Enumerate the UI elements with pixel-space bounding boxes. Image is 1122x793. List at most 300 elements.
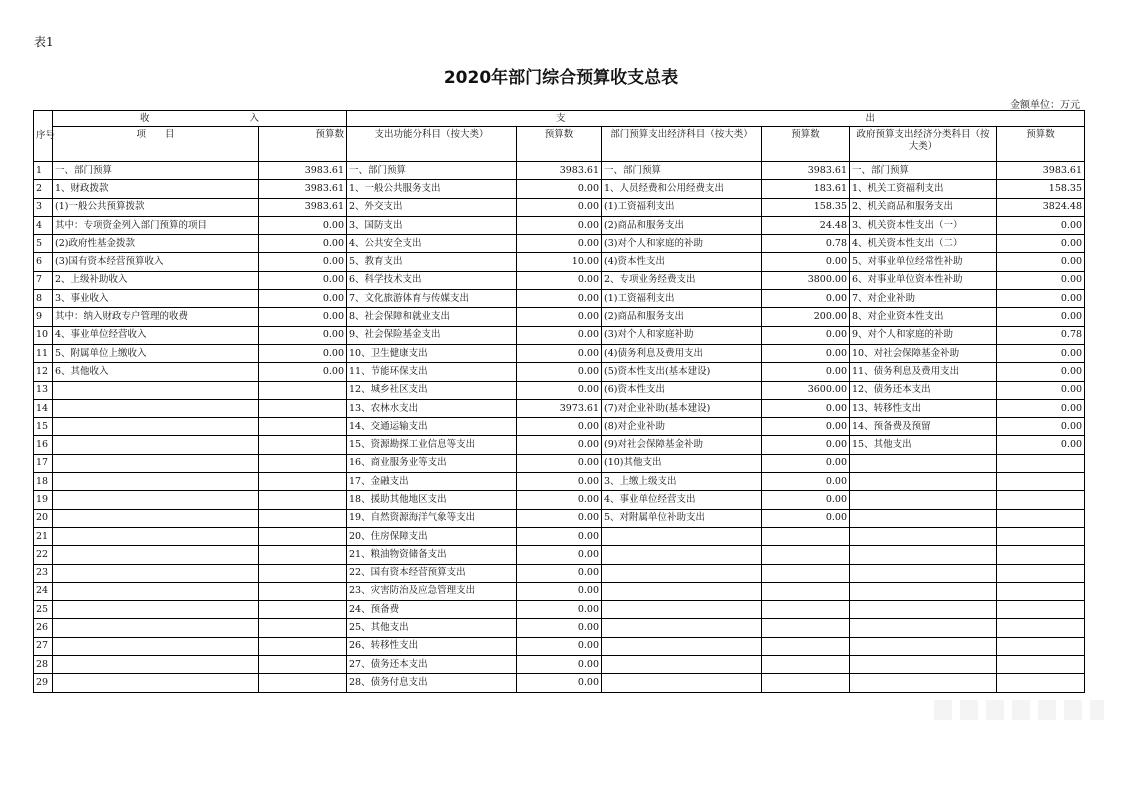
gov-budget: 0.00 xyxy=(997,216,1085,234)
table-row xyxy=(34,180,1085,198)
table-row xyxy=(34,198,1085,216)
func-budget: 0.00 xyxy=(517,308,602,326)
row-seq: 27 xyxy=(34,637,53,655)
func-budget: 0.00 xyxy=(517,216,602,234)
table-row xyxy=(34,308,1085,326)
func-budget: 0.00 xyxy=(517,601,602,619)
row-seq: 9 xyxy=(34,308,53,326)
gov-item xyxy=(850,527,997,545)
col-gov-header: 政府预算支出经济分类科目（按大类） xyxy=(850,127,997,162)
func-budget: 0.00 xyxy=(517,418,602,436)
func-item: 21、粮油物资储备支出 xyxy=(347,546,517,564)
func-budget: 0.00 xyxy=(517,527,602,545)
gov-budget xyxy=(997,491,1085,509)
table-row xyxy=(34,546,1085,564)
income-item: 6、其他收入 xyxy=(53,363,259,381)
func-item: 3、国防支出 xyxy=(347,216,517,234)
row-seq: 23 xyxy=(34,564,53,582)
row-seq: 22 xyxy=(34,546,53,564)
dept-budget: 0.00 xyxy=(762,454,850,472)
dept-budget: 183.61 xyxy=(762,180,850,198)
gov-item xyxy=(850,473,997,491)
gov-item: 一、部门预算 xyxy=(850,162,997,180)
dept-budget: 0.00 xyxy=(762,418,850,436)
func-budget: 0.00 xyxy=(517,509,602,527)
dept-item xyxy=(602,601,762,619)
dept-budget: 0.00 xyxy=(762,491,850,509)
gov-item: 13、转移性支出 xyxy=(850,399,997,417)
table-row xyxy=(34,454,1085,472)
income-budget: 0.00 xyxy=(259,308,347,326)
table-row xyxy=(34,436,1085,454)
income-item: (3)国有资本经营预算收入 xyxy=(53,253,259,271)
table-row xyxy=(34,381,1085,399)
func-item: 24、预备费 xyxy=(347,601,517,619)
income-item xyxy=(53,473,259,491)
gov-budget xyxy=(997,674,1085,692)
row-seq: 7 xyxy=(34,271,53,289)
row-seq: 5 xyxy=(34,235,53,253)
func-item: 18、援助其他地区支出 xyxy=(347,491,517,509)
income-budget: 3983.61 xyxy=(259,180,347,198)
func-item: 12、城乡社区支出 xyxy=(347,381,517,399)
dept-item: (1)工资福利支出 xyxy=(602,198,762,216)
func-item: 19、自然资源海洋气象等支出 xyxy=(347,509,517,527)
func-budget: 0.00 xyxy=(517,674,602,692)
dept-budget: 0.00 xyxy=(762,473,850,491)
dept-item xyxy=(602,637,762,655)
func-budget: 3973.61 xyxy=(517,399,602,417)
func-item: 11、节能环保支出 xyxy=(347,363,517,381)
gov-item xyxy=(850,582,997,600)
table-row xyxy=(34,326,1085,344)
gov-budget xyxy=(997,546,1085,564)
gov-item: 14、预备费及预留 xyxy=(850,418,997,436)
row-seq: 3 xyxy=(34,198,53,216)
gov-budget xyxy=(997,656,1085,674)
gov-item xyxy=(850,454,997,472)
gov-item: 15、其他支出 xyxy=(850,436,997,454)
dept-budget: 0.00 xyxy=(762,326,850,344)
dept-item: 一、部门预算 xyxy=(602,162,762,180)
func-budget: 0.00 xyxy=(517,546,602,564)
income-budget: 0.00 xyxy=(259,344,347,362)
func-budget: 0.00 xyxy=(517,271,602,289)
income-item: 一、部门预算 xyxy=(53,162,259,180)
col-budget1-header: 预算数 xyxy=(259,127,347,162)
gov-item: 3、机关资本性支出（一） xyxy=(850,216,997,234)
gov-item: 9、对个人和家庭的补助 xyxy=(850,326,997,344)
gov-item: 8、对企业资本性支出 xyxy=(850,308,997,326)
income-item xyxy=(53,656,259,674)
income-item: 3、事业收入 xyxy=(53,290,259,308)
gov-budget xyxy=(997,527,1085,545)
dept-budget xyxy=(762,674,850,692)
dept-budget xyxy=(762,564,850,582)
row-seq: 11 xyxy=(34,344,53,362)
dept-item: 3、上缴上级支出 xyxy=(602,473,762,491)
dept-item: (4)资本性支出 xyxy=(602,253,762,271)
table-row xyxy=(34,271,1085,289)
func-budget: 0.00 xyxy=(517,381,602,399)
row-seq: 19 xyxy=(34,491,53,509)
gov-budget xyxy=(997,473,1085,491)
gov-budget: 0.00 xyxy=(997,344,1085,362)
col-dept-header: 部门预算支出经济科目（按大类） xyxy=(602,127,762,162)
gov-item xyxy=(850,601,997,619)
func-budget: 0.00 xyxy=(517,198,602,216)
income-budget xyxy=(259,509,347,527)
dept-budget: 158.35 xyxy=(762,198,850,216)
row-seq: 10 xyxy=(34,326,53,344)
row-seq: 17 xyxy=(34,454,53,472)
income-item xyxy=(53,399,259,417)
dept-budget: 0.00 xyxy=(762,344,850,362)
dept-budget xyxy=(762,582,850,600)
func-item: 14、交通运输支出 xyxy=(347,418,517,436)
table-label: 表1 xyxy=(34,35,54,49)
income-item: 1、财政拨款 xyxy=(53,180,259,198)
gov-item: 5、对事业单位经常性补助 xyxy=(850,253,997,271)
func-budget: 0.00 xyxy=(517,180,602,198)
row-seq: 21 xyxy=(34,527,53,545)
gov-item xyxy=(850,656,997,674)
table-row xyxy=(34,637,1085,655)
income-budget: 0.00 xyxy=(259,290,347,308)
func-budget: 0.00 xyxy=(517,454,602,472)
dept-budget xyxy=(762,601,850,619)
row-seq: 4 xyxy=(34,216,53,234)
gov-item: 6、对事业单位资本性补助 xyxy=(850,271,997,289)
gov-item xyxy=(850,619,997,637)
gov-budget xyxy=(997,509,1085,527)
table-row xyxy=(34,564,1085,582)
gov-item: 1、机关工资福利支出 xyxy=(850,180,997,198)
gov-item: 10、对社会保障基金补助 xyxy=(850,344,997,362)
income-budget xyxy=(259,418,347,436)
gov-item: 11、债务利息及费用支出 xyxy=(850,363,997,381)
dept-budget: 0.00 xyxy=(762,436,850,454)
dept-item: (2)商品和服务支出 xyxy=(602,216,762,234)
dept-item: (8)对企业补助 xyxy=(602,418,762,436)
income-header xyxy=(53,111,347,127)
func-item: 10、卫生健康支出 xyxy=(347,344,517,362)
gov-budget xyxy=(997,582,1085,600)
gov-budget xyxy=(997,637,1085,655)
gov-item xyxy=(850,546,997,564)
dept-item: (3)对个人和家庭的补助 xyxy=(602,235,762,253)
income-item xyxy=(53,491,259,509)
dept-budget: 0.00 xyxy=(762,399,850,417)
func-item: 7、文化旅游体育与传媒支出 xyxy=(347,290,517,308)
expense-header-char-2: 出 xyxy=(865,112,876,124)
table-row xyxy=(34,619,1085,637)
dept-item xyxy=(602,619,762,637)
income-item xyxy=(53,436,259,454)
func-budget: 0.00 xyxy=(517,326,602,344)
row-seq: 16 xyxy=(34,436,53,454)
dept-item xyxy=(602,674,762,692)
income-item: 其中：专项资金列入部门预算的项目 xyxy=(53,216,259,234)
gov-budget: 0.00 xyxy=(997,436,1085,454)
func-budget: 10.00 xyxy=(517,253,602,271)
income-item xyxy=(53,381,259,399)
gov-budget: 0.00 xyxy=(997,308,1085,326)
dept-item: (2)商品和服务支出 xyxy=(602,308,762,326)
func-item: 2、外交支出 xyxy=(347,198,517,216)
budget-table xyxy=(33,110,1085,693)
income-budget: 3983.61 xyxy=(259,198,347,216)
table-row xyxy=(34,582,1085,600)
func-item: 一、部门预算 xyxy=(347,162,517,180)
func-item: 28、债务付息支出 xyxy=(347,674,517,692)
income-item xyxy=(53,582,259,600)
page-title: 2020年部门综合预算收支总表 xyxy=(443,68,679,88)
gov-item xyxy=(850,637,997,655)
table-row xyxy=(34,674,1085,692)
row-seq: 2 xyxy=(34,180,53,198)
gov-budget xyxy=(997,619,1085,637)
income-item xyxy=(53,546,259,564)
func-item: 26、转移性支出 xyxy=(347,637,517,655)
dept-item: 2、专项业务经费支出 xyxy=(602,271,762,289)
income-item xyxy=(53,509,259,527)
income-budget xyxy=(259,637,347,655)
income-budget xyxy=(259,454,347,472)
func-item: 17、金融支出 xyxy=(347,473,517,491)
row-seq: 15 xyxy=(34,418,53,436)
func-item: 16、商业服务业等支出 xyxy=(347,454,517,472)
func-budget: 0.00 xyxy=(517,564,602,582)
dept-budget: 0.00 xyxy=(762,253,850,271)
dept-budget xyxy=(762,637,850,655)
row-seq: 12 xyxy=(34,363,53,381)
income-budget xyxy=(259,564,347,582)
dept-item xyxy=(602,527,762,545)
income-budget xyxy=(259,491,347,509)
gov-budget: 3824.48 xyxy=(997,198,1085,216)
table-row xyxy=(34,491,1085,509)
income-budget: 0.00 xyxy=(259,216,347,234)
table-row xyxy=(34,253,1085,271)
col-budget3-header: 预算数 xyxy=(762,127,850,162)
dept-item: 5、对附属单位补助支出 xyxy=(602,509,762,527)
table-row xyxy=(34,235,1085,253)
gov-budget: 0.00 xyxy=(997,399,1085,417)
func-item: 9、社会保险基金支出 xyxy=(347,326,517,344)
income-item: 其中：纳入财政专户管理的收费 xyxy=(53,308,259,326)
watermark xyxy=(934,700,1104,720)
dept-budget: 0.78 xyxy=(762,235,850,253)
row-seq: 20 xyxy=(34,509,53,527)
table-row xyxy=(34,509,1085,527)
row-seq: 6 xyxy=(34,253,53,271)
table-row xyxy=(34,656,1085,674)
gov-budget: 158.35 xyxy=(997,180,1085,198)
dept-item: (10)其他支出 xyxy=(602,454,762,472)
func-budget: 0.00 xyxy=(517,582,602,600)
income-item xyxy=(53,418,259,436)
dept-budget xyxy=(762,527,850,545)
dept-budget: 3600.00 xyxy=(762,381,850,399)
gov-item xyxy=(850,564,997,582)
row-seq: 24 xyxy=(34,582,53,600)
func-budget: 0.00 xyxy=(517,491,602,509)
income-header-char-2: 入 xyxy=(249,112,260,124)
table-row xyxy=(34,418,1085,436)
dept-budget: 0.00 xyxy=(762,363,850,381)
dept-item xyxy=(602,582,762,600)
gov-item xyxy=(850,674,997,692)
func-budget: 0.00 xyxy=(517,656,602,674)
income-budget xyxy=(259,601,347,619)
row-seq: 26 xyxy=(34,619,53,637)
table-row xyxy=(34,216,1085,234)
dept-budget: 0.00 xyxy=(762,290,850,308)
func-budget: 0.00 xyxy=(517,436,602,454)
income-item xyxy=(53,619,259,637)
func-item: 23、灾害防治及应急管理支出 xyxy=(347,582,517,600)
dept-budget: 0.00 xyxy=(762,509,850,527)
dept-item xyxy=(602,656,762,674)
func-budget: 0.00 xyxy=(517,637,602,655)
gov-item: 7、对企业补助 xyxy=(850,290,997,308)
func-item: 1、一般公共服务支出 xyxy=(347,180,517,198)
income-budget: 0.00 xyxy=(259,253,347,271)
row-seq: 25 xyxy=(34,601,53,619)
table-row xyxy=(34,363,1085,381)
income-budget xyxy=(259,381,347,399)
dept-item: (5)资本性支出(基本建设) xyxy=(602,363,762,381)
dept-budget xyxy=(762,619,850,637)
func-item: 5、教育支出 xyxy=(347,253,517,271)
income-item: 2、上级补助收入 xyxy=(53,271,259,289)
dept-item xyxy=(602,546,762,564)
row-seq: 18 xyxy=(34,473,53,491)
income-budget xyxy=(259,656,347,674)
dept-budget: 24.48 xyxy=(762,216,850,234)
col-item-header: 项 目 xyxy=(53,127,259,162)
gov-item: 12、债务还本支出 xyxy=(850,381,997,399)
unit-note: 金额单位：万元 xyxy=(1010,100,1080,111)
func-budget: 0.00 xyxy=(517,344,602,362)
gov-budget: 3983.61 xyxy=(997,162,1085,180)
gov-budget: 0.00 xyxy=(997,235,1085,253)
gov-item xyxy=(850,491,997,509)
gov-budget: 0.00 xyxy=(997,418,1085,436)
dept-budget: 3983.61 xyxy=(762,162,850,180)
income-header-char-1: 收 xyxy=(139,112,150,124)
col-func-header: 支出功能分科目（按大类） xyxy=(347,127,517,162)
row-seq: 1 xyxy=(34,162,53,180)
gov-item xyxy=(850,509,997,527)
income-budget: 0.00 xyxy=(259,363,347,381)
dept-item: (9)对社会保障基金补助 xyxy=(602,436,762,454)
seq-header: 序号 xyxy=(34,111,53,162)
income-item: 4、事业单位经营收入 xyxy=(53,326,259,344)
income-budget: 3983.61 xyxy=(259,162,347,180)
dept-item: (3)对个人和家庭补助 xyxy=(602,326,762,344)
gov-budget xyxy=(997,564,1085,582)
dept-budget xyxy=(762,656,850,674)
income-budget xyxy=(259,399,347,417)
income-item: (2)政府性基金拨款 xyxy=(53,235,259,253)
income-budget xyxy=(259,546,347,564)
func-item: 22、国有资本经营预算支出 xyxy=(347,564,517,582)
table-row xyxy=(34,473,1085,491)
income-budget xyxy=(259,619,347,637)
dept-item: (7)对企业补助(基本建设) xyxy=(602,399,762,417)
dept-item: 1、人员经费和公用经费支出 xyxy=(602,180,762,198)
income-budget xyxy=(259,436,347,454)
table-row xyxy=(34,399,1085,417)
dept-budget xyxy=(762,546,850,564)
func-item: 13、农林水支出 xyxy=(347,399,517,417)
income-budget xyxy=(259,527,347,545)
row-seq: 29 xyxy=(34,674,53,692)
func-item: 6、科学技术支出 xyxy=(347,271,517,289)
table-row xyxy=(34,162,1085,180)
gov-item: 2、机关商品和服务支出 xyxy=(850,198,997,216)
func-item: 20、住房保障支出 xyxy=(347,527,517,545)
row-seq: 14 xyxy=(34,399,53,417)
income-budget xyxy=(259,582,347,600)
gov-budget: 0.00 xyxy=(997,381,1085,399)
income-budget xyxy=(259,674,347,692)
col-budget2-header: 预算数 xyxy=(517,127,602,162)
row-seq: 8 xyxy=(34,290,53,308)
func-budget: 0.00 xyxy=(517,290,602,308)
dept-budget: 3800.00 xyxy=(762,271,850,289)
income-budget: 0.00 xyxy=(259,235,347,253)
row-seq: 13 xyxy=(34,381,53,399)
expense-header xyxy=(347,111,1085,127)
dept-budget: 200.00 xyxy=(762,308,850,326)
func-budget: 0.00 xyxy=(517,473,602,491)
income-item xyxy=(53,674,259,692)
income-item xyxy=(53,601,259,619)
dept-item: (4)债务利息及费用支出 xyxy=(602,344,762,362)
func-budget: 0.00 xyxy=(517,363,602,381)
func-budget: 3983.61 xyxy=(517,162,602,180)
func-item: 4、公共安全支出 xyxy=(347,235,517,253)
income-item xyxy=(53,564,259,582)
row-seq: 28 xyxy=(34,656,53,674)
income-budget: 0.00 xyxy=(259,271,347,289)
gov-budget: 0.00 xyxy=(997,253,1085,271)
gov-budget: 0.00 xyxy=(997,271,1085,289)
dept-item: (1)工资福利支出 xyxy=(602,290,762,308)
income-item xyxy=(53,527,259,545)
gov-budget: 0.00 xyxy=(997,363,1085,381)
gov-item: 4、机关资本性支出（二） xyxy=(850,235,997,253)
dept-item: (6)资本性支出 xyxy=(602,381,762,399)
income-budget: 0.00 xyxy=(259,326,347,344)
income-item: (1)一般公共预算拨款 xyxy=(53,198,259,216)
func-item: 8、社会保障和就业支出 xyxy=(347,308,517,326)
table-row xyxy=(34,290,1085,308)
table-row xyxy=(34,527,1085,545)
table-row xyxy=(34,344,1085,362)
gov-budget xyxy=(997,454,1085,472)
gov-budget xyxy=(997,601,1085,619)
income-item xyxy=(53,454,259,472)
gov-budget: 0.78 xyxy=(997,326,1085,344)
func-budget: 0.00 xyxy=(517,235,602,253)
func-item: 27、债务还本支出 xyxy=(347,656,517,674)
dept-item: 4、事业单位经营支出 xyxy=(602,491,762,509)
func-budget: 0.00 xyxy=(517,619,602,637)
